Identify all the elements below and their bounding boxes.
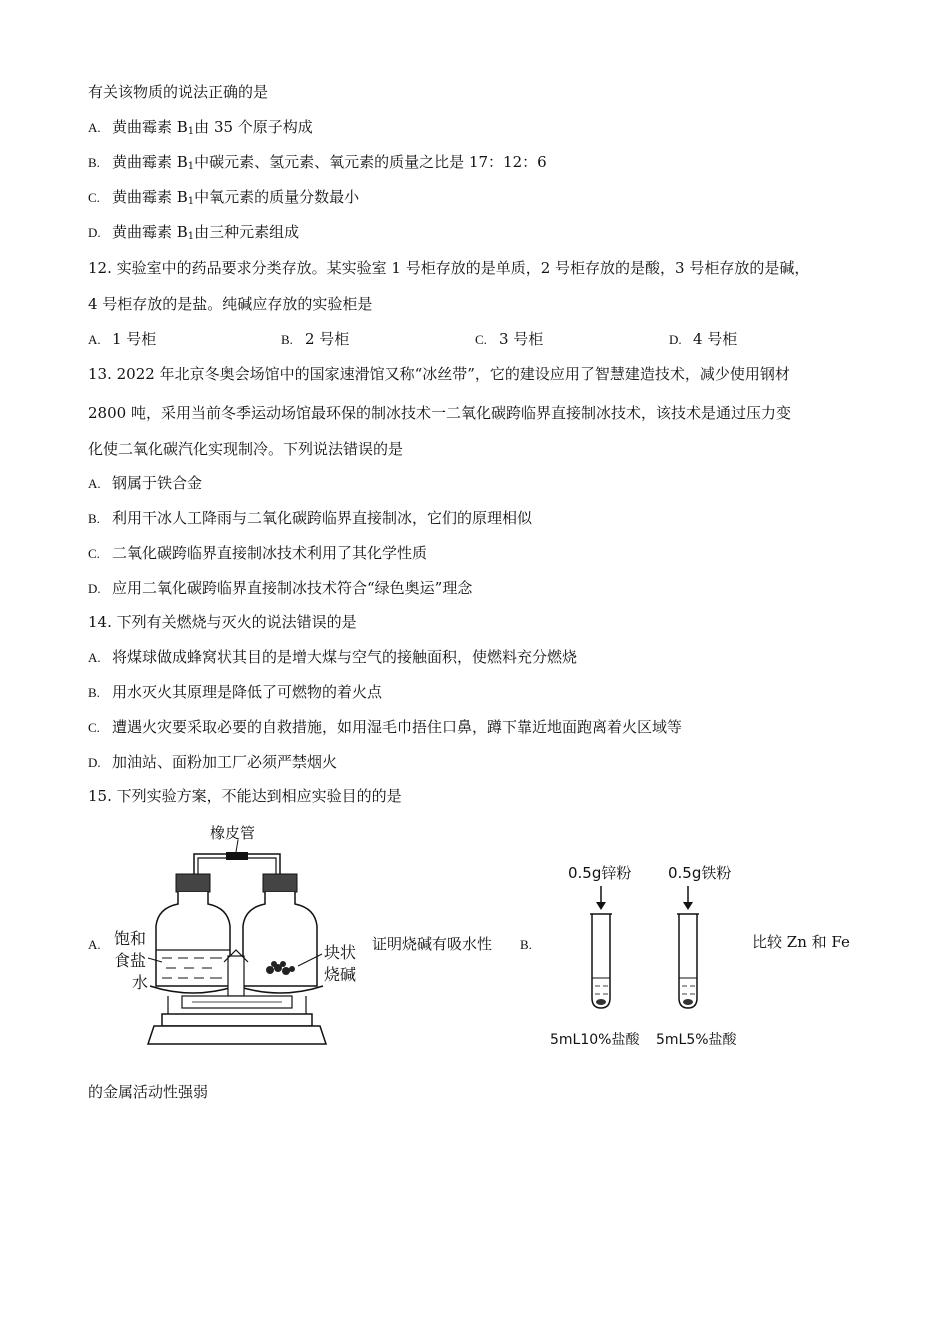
q11-stem: 有关该物质的说法正确的是 xyxy=(88,83,269,101)
q13-option-b xyxy=(88,508,532,529)
subscript: 1 xyxy=(187,231,195,242)
balance-base xyxy=(148,1026,326,1044)
option-text: 应用二氧化碳跨临界直接制冰技术符合“绿色奥运”理念 xyxy=(112,579,473,597)
q12-option-c xyxy=(475,329,543,350)
option-text-post: 由三种元素组成 xyxy=(194,223,300,241)
q12-option-d xyxy=(669,329,737,350)
q13-option-d xyxy=(88,578,472,599)
q12-stem-line1: 12. 实验室中的药品要求分类存放。某实验室 1 号柜存放的是单质，2 号柜存放的是酸，3 号柜存放的是碱， xyxy=(88,259,810,277)
option-text-post: 由 35 个原子构成 xyxy=(194,118,313,136)
q11-option-a xyxy=(88,117,313,142)
option-letter: A. xyxy=(88,937,101,952)
option-text-pre: 黄曲霉素 B xyxy=(112,118,188,136)
option-text-post: 中碳元素、氢元素、氧元素的质量之比是 17：12：6 xyxy=(194,153,547,171)
q13-stem-line2: 2800 吨，采用当前冬季运动场馆最环保的制冰技术一二氧化碳跨临界直接制冰技术，该技术是通过压力变 xyxy=(88,404,791,422)
option-text-pre: 黄曲霉素 B xyxy=(112,188,188,206)
option-text-post: 中氧元素的质量分数最小 xyxy=(194,188,360,206)
option-letter: D. xyxy=(88,581,101,596)
option-text: 利用干冰人工降雨与二氧化碳跨临界直接制冰，它们的原理相似 xyxy=(112,509,533,527)
option-text: 遭遇火灾要采取必要的自救措施，如用湿毛巾捂住口鼻，蹲下靠近地面跑离着火区域等 xyxy=(112,718,683,736)
q15-option-b-letter xyxy=(520,934,544,955)
option-letter: B. xyxy=(520,937,532,952)
iron-powder xyxy=(683,999,693,1005)
option-text: 1 号柜 xyxy=(112,330,157,348)
option-text: 用水灭火其原理是降低了可燃物的着火点 xyxy=(112,683,383,701)
option-text: 二氧化碳跨临界直接制冰技术利用了其化学性质 xyxy=(112,544,428,562)
right-label-line1: 块状 xyxy=(324,943,357,962)
q14-option-a xyxy=(88,647,577,668)
q11-option-c xyxy=(88,187,359,212)
option-letter: A. xyxy=(88,476,101,491)
option-letter: B. xyxy=(88,685,100,700)
left-label-line2: 食盐 xyxy=(114,951,147,970)
option-letter: C. xyxy=(88,546,100,561)
left-stopper xyxy=(176,874,210,892)
q11-option-b xyxy=(88,152,547,177)
left-bottle xyxy=(156,892,230,986)
left-label-line1: 饱和 xyxy=(114,929,147,948)
option-letter: D. xyxy=(88,225,101,240)
q12-stem-line2: 4 号柜存放的是盐。纯碱应存放的实验柜是 xyxy=(88,295,373,313)
rubber-tube-label: 橡皮管 xyxy=(210,824,256,842)
option-text: 将煤球做成蜂窝状其目的是增大煤与空气的接触面积，使燃料充分燃烧 xyxy=(112,648,578,666)
option-letter: D. xyxy=(88,755,101,770)
q13-option-a xyxy=(88,473,202,494)
option-letter: D. xyxy=(669,332,682,347)
q12-option-a xyxy=(88,329,156,350)
figure-b-test-tubes xyxy=(548,858,748,1052)
right-acid-label: 5mL5%盐酸 xyxy=(656,1032,737,1048)
option-letter: A. xyxy=(88,120,101,135)
option-text: 钢属于铁合金 xyxy=(112,474,203,492)
balance-base-top xyxy=(162,1014,312,1026)
option-letter: B. xyxy=(88,155,100,170)
option-text: 加油站、面粉加工厂必须严禁烟火 xyxy=(112,753,338,771)
left-pan xyxy=(150,986,236,993)
subscript: 1 xyxy=(187,161,195,172)
q14-stem: 14. 下列有关燃烧与灭火的说法错误的是 xyxy=(88,613,357,631)
option-letter: C. xyxy=(88,190,100,205)
balance-pillar xyxy=(228,956,244,996)
option-text: 3 号柜 xyxy=(499,330,544,348)
q13-stem-line3: 化使二氧化碳汽化实现制冷。下列说法错误的是 xyxy=(88,440,404,458)
q15-option-b-continuation: 的金属活动性强弱 xyxy=(88,1083,209,1101)
iron-powder-label: 0.5g铁粉 xyxy=(668,864,732,882)
zinc-powder xyxy=(596,999,606,1005)
q12-option-b xyxy=(281,329,349,350)
option-letter: A. xyxy=(88,650,101,665)
left-label-line3: 水 xyxy=(132,973,149,992)
rubber-tube-joint xyxy=(226,852,248,860)
left-acid-label: 5mL10%盐酸 xyxy=(550,1032,640,1048)
zinc-powder-label: 0.5g锌粉 xyxy=(568,864,632,882)
option-letter: B. xyxy=(88,511,100,526)
figure-a-balance-bottles xyxy=(108,818,364,1050)
q13-stem-line1: 13. 2022 年北京冬奥会场馆中的国家速滑馆又称“冰丝带”，它的建设应用了智慧建造技术，减少使用钢材 xyxy=(88,365,790,383)
right-label-line2: 烧碱 xyxy=(324,965,357,984)
subscript: 1 xyxy=(187,126,195,137)
q15-option-a-text: 证明烧碱有吸水性 xyxy=(372,935,493,953)
q15-option-b-text: 比较 Zn 和 Fe xyxy=(752,933,850,951)
option-text-pre: 黄曲霉素 B xyxy=(112,223,188,241)
option-letter: B. xyxy=(281,332,293,347)
q11-option-d xyxy=(88,222,299,247)
q13-option-c xyxy=(88,543,427,564)
right-pan xyxy=(237,986,323,993)
option-letter: C. xyxy=(475,332,487,347)
option-text: 2 号柜 xyxy=(305,330,350,348)
option-letter: A. xyxy=(88,332,101,347)
option-text: 4 号柜 xyxy=(693,330,738,348)
option-letter: C. xyxy=(88,720,100,735)
q15-stem: 15. 下列实验方案，不能达到相应实验目的的是 xyxy=(88,787,402,805)
option-text-pre: 黄曲霉素 B xyxy=(112,153,188,171)
right-bottle xyxy=(243,892,317,986)
left-arrow-head xyxy=(596,902,606,910)
q14-option-c xyxy=(88,717,682,738)
right-arrow-head xyxy=(683,902,693,910)
q14-option-d xyxy=(88,752,337,773)
subscript: 1 xyxy=(187,196,195,207)
right-stopper xyxy=(263,874,297,892)
q14-option-b xyxy=(88,682,382,703)
